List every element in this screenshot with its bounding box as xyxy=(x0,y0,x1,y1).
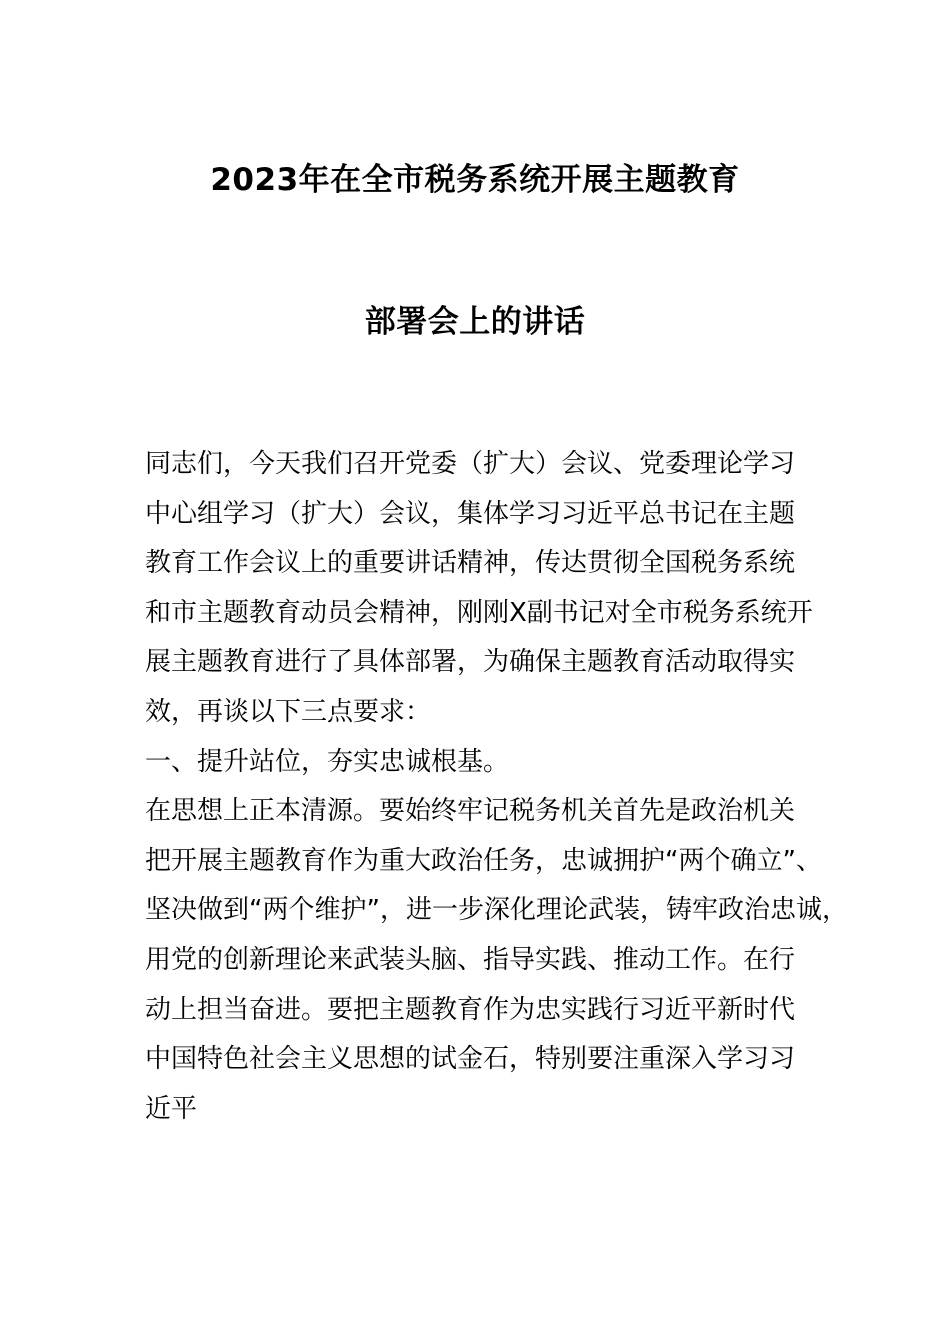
document-title-line-2: 部署会上的讲话 xyxy=(364,304,586,340)
body-line: 展主题教育进行了具体部署，为确保主题教育活动取得实 xyxy=(145,647,796,678)
body-line: 中心组学习（扩大）会议，集体学习习近平总书记在主题 xyxy=(145,498,796,529)
body-line: 坚决做到“两个维护”，进一步深化理论武装，铸牢政治忠诚， xyxy=(145,895,848,926)
body-line: 用党的创新理论来武装头脑、指导实践、推动工作。在行 xyxy=(145,944,796,975)
body-line: 中国特色社会主义思想的试金石，特别要注重深入学习习 xyxy=(145,1044,796,1075)
document-title-line-1: 2023年在全市税务系统开展主题教育 xyxy=(210,162,740,198)
section-heading: 一、提升站位，夯实忠诚根基。 xyxy=(145,746,510,777)
body-line: 近平 xyxy=(145,1093,198,1124)
body-line: 效，再谈以下三点要求： xyxy=(145,696,432,727)
document-body xyxy=(145,440,848,1134)
body-line: 教育工作会议上的重要讲话精神，传达贯彻全国税务系统 xyxy=(145,548,796,579)
body-line: 和市主题教育动员会精神，刚刚X副书记对全市税务系统开 xyxy=(145,597,813,628)
body-line: 同志们，今天我们召开党委（扩大）会议、党委理论学习 xyxy=(145,449,796,479)
body-line: 在思想上正本清源。要始终牢记税务机关首先是政治机关 xyxy=(145,796,796,827)
body-line: 动上担当奋进。要把主题教育作为忠实践行习近平新时代 xyxy=(145,994,796,1025)
body-line: 把开展主题教育作为重大政治任务，忠诚拥护“两个确立”、 xyxy=(145,845,822,876)
